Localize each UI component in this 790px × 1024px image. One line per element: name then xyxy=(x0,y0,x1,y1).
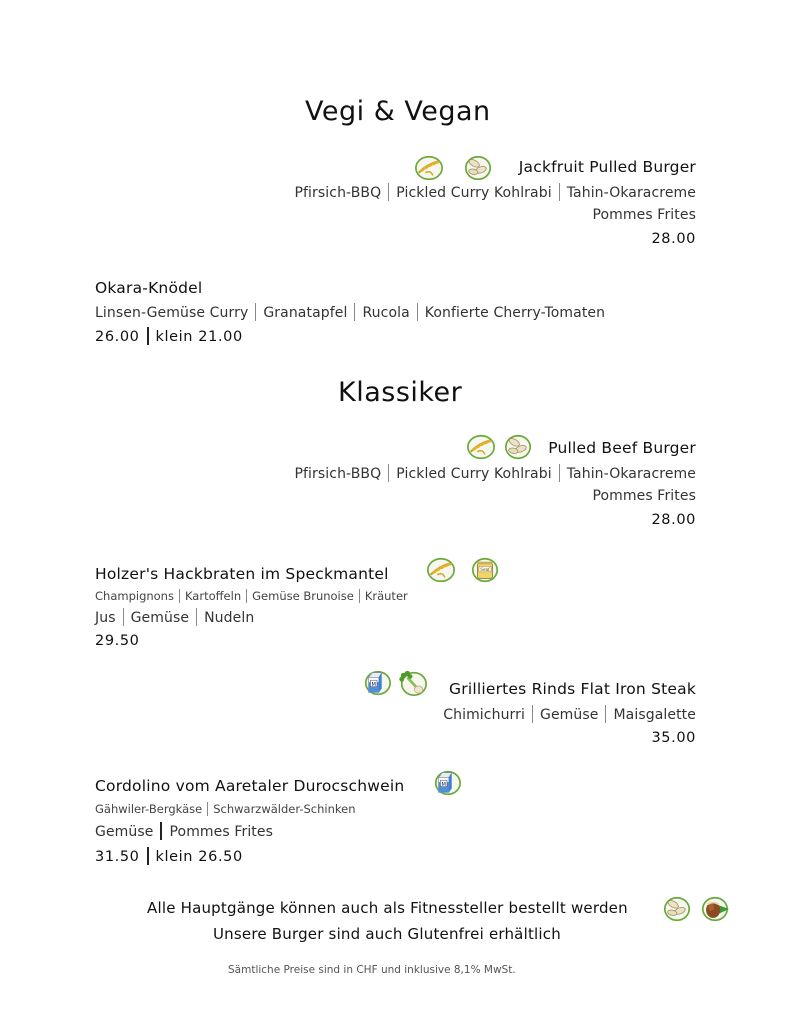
milk-icon xyxy=(432,769,462,797)
sesame-seeds-icon xyxy=(662,895,692,923)
ingredient: Linsen-Gemüse Curry xyxy=(95,305,249,321)
ingredient: Kräuter xyxy=(364,589,408,603)
ingredient: Champignons xyxy=(95,589,174,603)
wheat-gluten-icon xyxy=(414,154,444,182)
ingredient: Gemüse Brunoise xyxy=(252,589,354,603)
milk-icon xyxy=(362,669,392,697)
divider xyxy=(559,183,560,201)
dish-name-pulled-beef-burger: Pulled Beef Burger xyxy=(548,439,696,457)
ingredient: Pickled Curry Kohlrabi xyxy=(396,185,552,201)
ingredient: Jus xyxy=(95,610,116,626)
section-title-klassiker: Klassiker xyxy=(338,377,463,408)
wheat-gluten-icon xyxy=(466,433,496,461)
dish-subdescription xyxy=(95,589,408,603)
divider xyxy=(605,705,606,723)
celery-icon xyxy=(398,669,428,697)
dish-price: 28.00 xyxy=(651,231,696,247)
divider xyxy=(417,303,418,321)
ingredient: Nudeln xyxy=(204,610,255,626)
ingredient: Pommes Frites xyxy=(169,824,274,840)
ingredient: Kartoffeln xyxy=(184,589,242,603)
footer-price-note: Sämtliche Preise sind in CHF und inklusive 8,1% MwSt. xyxy=(228,964,516,976)
dish-description xyxy=(294,183,696,201)
divider xyxy=(388,183,389,201)
dish-description xyxy=(443,705,696,723)
ingredient: Konfierte Cherry-Tomaten xyxy=(424,305,606,321)
divider xyxy=(359,589,360,603)
dish-description xyxy=(95,608,254,626)
note-glutenfree: Unsere Burger sind auch Glutenfrei erhältlich xyxy=(213,925,561,943)
dish-description xyxy=(95,303,605,321)
ingredient: Gemüse xyxy=(95,824,154,840)
divider xyxy=(255,303,256,321)
hazelnut-icon xyxy=(700,895,730,923)
divider xyxy=(147,327,149,345)
dish-price xyxy=(95,847,243,865)
section-title-vegi-vegan: Vegi & Vegan xyxy=(305,96,491,127)
sesame-seeds-icon xyxy=(463,154,493,182)
dish-price: 29.50 xyxy=(95,633,140,649)
ingredient: Pfirsich-BBQ xyxy=(294,466,382,482)
divider xyxy=(196,608,197,626)
divider xyxy=(354,303,355,321)
divider xyxy=(160,822,162,840)
dish-name-flat-iron-steak: Grilliertes Rinds Flat Iron Steak xyxy=(449,680,696,698)
divider xyxy=(388,464,389,482)
wheat-gluten-icon xyxy=(426,556,456,584)
dish-description xyxy=(294,464,696,482)
divider xyxy=(123,608,124,626)
price-regular: 31.50 xyxy=(95,849,140,865)
ingredient: Pickled Curry Kohlrabi xyxy=(396,466,552,482)
dish-name-hackbraten: Holzer's Hackbraten im Speckmantel xyxy=(95,565,389,583)
dish-name-cordolino: Cordolino vom Aaretaler Durocschwein xyxy=(95,777,405,795)
dish-name-jackfruit-burger: Jackfruit Pulled Burger xyxy=(518,158,696,176)
sesame-seeds-icon xyxy=(503,433,533,461)
ingredient: Tahin-Okaracreme xyxy=(566,466,696,482)
dish-description xyxy=(95,822,273,840)
ingredient: Gemüse xyxy=(130,610,190,626)
ingredient: Maisgalette xyxy=(613,707,696,723)
dish-side: Pommes Frites xyxy=(592,488,696,504)
price-small: klein 21.00 xyxy=(155,329,243,345)
ingredient: Schwarzwälder-Schinken xyxy=(213,802,356,816)
dish-side: Pommes Frites xyxy=(592,207,696,223)
divider xyxy=(207,802,208,816)
ingredient: Rucola xyxy=(362,305,410,321)
ingredient: Chimichurri xyxy=(443,707,525,723)
dish-price: 28.00 xyxy=(651,512,696,528)
ingredient: Gähwiler-Bergkäse xyxy=(95,802,203,816)
divider xyxy=(559,464,560,482)
note-fitnessteller: Alle Hauptgänge können auch als Fitnessteller bestellt werden xyxy=(147,899,628,917)
dish-price xyxy=(95,327,243,345)
divider xyxy=(147,847,149,865)
divider xyxy=(179,589,180,603)
ingredient: Gemüse xyxy=(540,707,599,723)
mustard-icon xyxy=(470,556,500,584)
dish-price: 35.00 xyxy=(651,730,696,746)
ingredient: Tahin-Okaracreme xyxy=(566,185,696,201)
ingredient: Granatapfel xyxy=(263,305,348,321)
ingredient: Pfirsich-BBQ xyxy=(294,185,382,201)
divider xyxy=(246,589,247,603)
price-small: klein 26.50 xyxy=(155,849,243,865)
dish-name-okara-knoedel: Okara-Knödel xyxy=(95,279,203,297)
dish-subdescription xyxy=(95,802,356,816)
price-regular: 26.00 xyxy=(95,329,140,345)
divider xyxy=(532,705,533,723)
